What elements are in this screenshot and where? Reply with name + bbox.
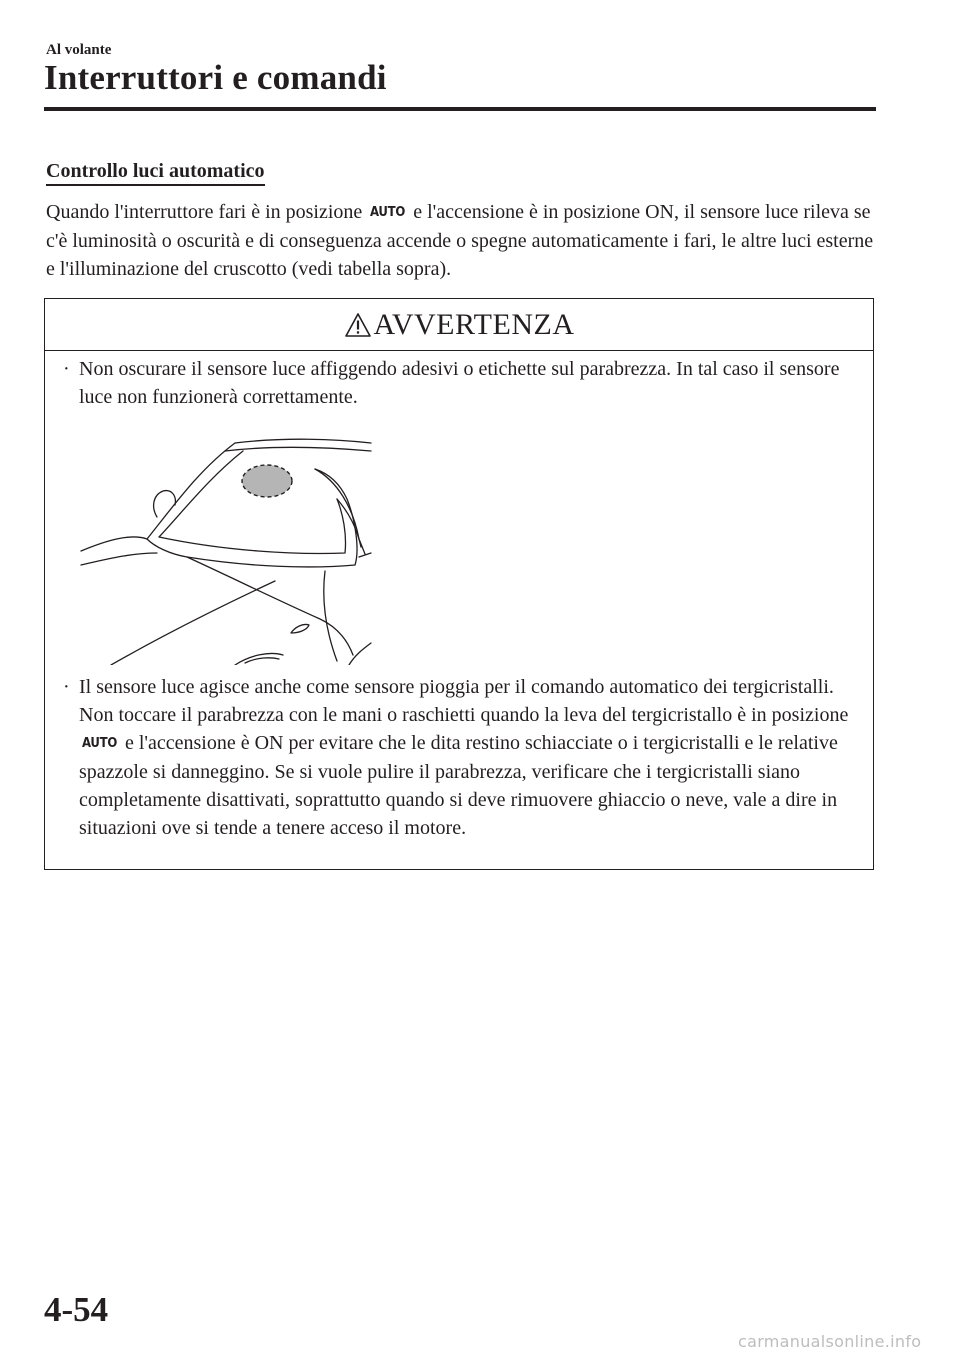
- bullet-marker: ·: [63, 676, 70, 698]
- windshield-sensor-illustration: [75, 429, 375, 665]
- warning-triangle-icon: [344, 312, 372, 338]
- headlight-arc-inner: [245, 658, 279, 663]
- warning-title: AVVERTENZA: [373, 307, 575, 341]
- a-pillar: [315, 469, 365, 554]
- headlight-arc-outer: [235, 653, 283, 665]
- subheading: Controllo luci automatico: [46, 160, 265, 186]
- page-number: 4-54: [44, 1290, 109, 1329]
- hood-front-line: [81, 537, 147, 551]
- windshield-inner-edge: [159, 451, 346, 553]
- light-sensor-area: [242, 465, 292, 497]
- warning-header: [45, 299, 873, 351]
- fender-line: [324, 571, 337, 661]
- hood-left-crease: [111, 581, 275, 665]
- bullet-2-text-after: e l'accensione è ON per evitare che le dita restino schiacciate o i tergicristalli e le relative spazzole si danneggino. Se si vuole pulire il parabrezza, verificare che i tergicristalli siano completamente disattivati, soprattutto quando si deve rimuovere ghiaccio o neve, vale a dire in situazioni ove si tende a tenere acceso il motore.: [79, 732, 838, 839]
- roof-line: [235, 439, 371, 443]
- intro-paragraph: [46, 198, 876, 283]
- intro-text-before: Quando l'interruttore fari è in posizione: [46, 201, 363, 223]
- roof-inner-line: [225, 447, 371, 451]
- warning-bullet-1: [63, 355, 859, 411]
- auto-symbol: AUTO: [370, 205, 406, 220]
- side-mirror: [154, 491, 176, 517]
- bullet-2-text-before: Il sensore luce agisce anche come sensore pioggia per il comando automatico dei tergicristalli. Non toccare il parabrezza con le mani o raschietti quando la leva del tergicristallo è in posizione: [79, 676, 849, 726]
- auto-symbol: AUTO: [81, 736, 117, 751]
- title-rule: [44, 107, 876, 111]
- hood-vent: [291, 624, 309, 633]
- hood-crease: [187, 557, 353, 655]
- warning-box: [44, 298, 874, 870]
- page-title: Interruttori e comandi: [44, 58, 387, 97]
- bullet-marker: ·: [63, 358, 70, 380]
- windshield-frame: [147, 443, 357, 567]
- intro-text-after: e l'accensione è in posizione ON, il sensore luce rileva se c'è luminosità o oscurità e di conseguenza accende o spegne automaticamente i fari, le altre luci esterne e l'illuminazione del cruscotto (vedi tabella sopra).: [46, 201, 874, 280]
- section-kicker: Al volante: [46, 42, 112, 58]
- bullet-1-text: Non oscurare il sensore luce affiggendo adesivi o etichette sul parabrezza. In tal caso il sensore luce non funzionerà correttamente.: [79, 358, 840, 408]
- hood-lower-line: [81, 553, 157, 565]
- watermark: carmanualsonline.info: [738, 1332, 922, 1351]
- warning-bullet-2: [63, 673, 859, 842]
